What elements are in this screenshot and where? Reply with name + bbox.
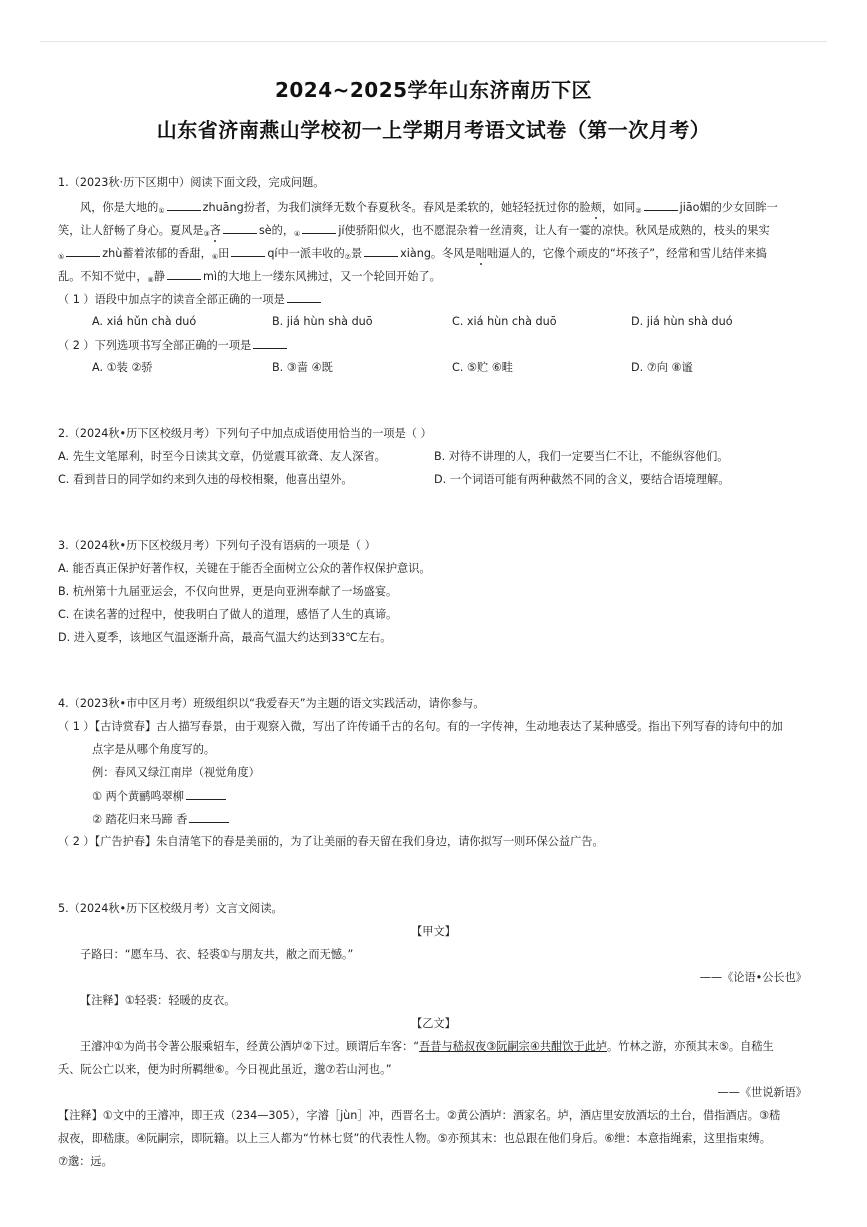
q5-jia-source: ——《论语•公长也》 xyxy=(699,971,807,984)
q1-passage-line3: $_⑤$ zhù蓄着浓郁的香甜，$_⑥$田 qí中一派丰收的$_⑦$景 xiàng。冬风是咄咄逼人的，它像个顽皮的“坏孩子”，经常和雪儿结伴来捣 xyxy=(58,247,767,261)
q2-option-b[interactable]: B. 对待不讲理的人，我们一定要当仁不让，不能纵容他们。 xyxy=(434,450,729,463)
q5-yi-line1: 王濬冲①为尚书令著公服乘轺车，经黄公酒垆②下过。顾谓后车客：“吾昔与嵇叔夜③阮嗣宗④共酣饮于此垆。竹林之游，亦预其末⑤。自嵇生 xyxy=(80,1040,774,1053)
q1-passage-line2: 笑，让人舒畅了身心。夏风是$_③$吝 sè的，$_④$ jí使骄阳似火，也不愿混杂着一丝清爽，让人有一霎的凉快。秋风是成熟的，枝头的果实 xyxy=(58,224,770,238)
q1-s1-option-d[interactable]: D. jiá hùn shà duó xyxy=(631,315,733,328)
q5-note-line2: 叔夜，即嵇康。④阮嗣宗，即阮籍。以上三人都为“竹林七贤”的代表性人物。⑤亦预其末：也总跟在他们身后。⑥绁：本意指绳索，这里指束缚。 xyxy=(58,1132,771,1145)
q1-s1-option-b[interactable]: B. jiá hùn shà duō xyxy=(272,315,373,328)
q2-option-a[interactable]: A. 先生文笔犀利，时至今日读其文章，仍觉震耳欲聋、友人深省。 xyxy=(58,450,386,463)
q5-yi-line2: 夭、阮公亡以来，便为时所羁绁⑥。今日视此虽近，邈⑦若山河也。” xyxy=(58,1063,392,1076)
q1-heading: 1.（2023秋·历下区期中）阅读下面文段，完成问题。 xyxy=(58,176,325,189)
q1-s1-option-a[interactable]: A. xiá hǔn chà duó xyxy=(92,315,197,328)
q1-s2-option-d[interactable]: D. ⑦向 ⑧谧 xyxy=(631,361,693,374)
q5-heading: 5.（2024秋•历下区校级月考）文言文阅读。 xyxy=(58,902,283,915)
top-rule xyxy=(40,41,827,42)
q1-s1-option-c[interactable]: C. xiá hùn chà duō xyxy=(452,315,557,328)
q5-jia-text: 子路曰：“愿车马、衣、轻裘①与朋友共，敝之而无憾。” xyxy=(80,948,354,961)
q1-passage-line4: 乱。不知不觉中，$_⑧$静 mì的大地上一缕东风拂过，又一个轮回开始了。 xyxy=(58,270,441,284)
q2-heading: 2.（2024秋•历下区校级月考）下列句子中加点成语使用恰当的一项是（ ） xyxy=(58,427,432,440)
q4-item-2: ② 踏花归来马蹄 香 xyxy=(92,812,231,827)
q1-s2-option-c[interactable]: C. ⑤贮 ⑥畦 xyxy=(452,361,513,374)
q4-subquestion-2: （ 2 ）【广告护春】朱自清笔下的春是美丽的，为了让美丽的春天留在我们身边，请你拟写一则环保公益广告。 xyxy=(58,835,604,848)
q4-subquestion-1-line2: 点字是从哪个角度写的。 xyxy=(92,743,216,756)
q3-heading: 3.（2024秋•历下区校级月考）下列句子没有语病的一项是（ ） xyxy=(58,539,376,552)
q2-option-d[interactable]: D. 一个词语可能有两种截然不同的含义，要结合语境理解。 xyxy=(434,473,730,486)
q2-option-c[interactable]: C. 看到昔日的同学如约来到久违的母校相聚，他喜出望外。 xyxy=(58,473,353,486)
q3-option-c[interactable]: C. 在读名著的过程中，使我明白了做人的道理，感悟了人生的真谛。 xyxy=(58,608,398,621)
q5-yi-title: 【乙文】 xyxy=(411,1017,456,1030)
q4-example: 例：春风又绿江南岸（视觉角度） xyxy=(92,766,260,779)
q5-note-line1: 【注释】①文中的王濬冲，即王戎（234—305），字濬［jùn］冲，西晋名士。②黄公酒垆：酒家名。垆，酒店里安放酒坛的土台，借指酒店。③嵇 xyxy=(58,1109,781,1122)
q1-subquestion-2: （ 2 ）下列选项书写全部正确的一项是 xyxy=(58,338,289,353)
q5-yi-source: ——《世说新语》 xyxy=(717,1086,807,1099)
q3-option-b[interactable]: B. 杭州第十九届亚运会，不仅向世界，更是向亚洲奉献了一场盛宴。 xyxy=(58,585,398,598)
q3-option-a[interactable]: A. 能否真正保护好著作权，关键在于能否全面树立公众的著作权保护意识。 xyxy=(58,562,431,575)
q5-jia-note: 【注释】①轻裘：轻暖的皮衣。 xyxy=(80,994,236,1007)
q1-passage-line1: 风，你是大地的$_①$ zhuāng扮者，为我们演绎无数个春夏秋冬。春风是柔软的，她轻轻抚过你的脸颊，如同$_②$ jiāo媚的少女回眸一 xyxy=(80,201,778,215)
q4-subquestion-1-line1: （ 1 ）【古诗赏春】古人描写春景，由于观察入微，写出了许传诵千古的名句。有的一字传神，生动地表达了某种感受。指出下列写春的诗句中的加 xyxy=(58,720,783,733)
q4-item-1: ① 两个黄鹂鸣翠柳 xyxy=(92,789,228,804)
page-title-line1: 2024~2025学年山东济南历下区 xyxy=(274,78,593,102)
q1-s2-option-b[interactable]: B. ③啬 ④既 xyxy=(272,361,333,374)
q4-heading: 4.（2023秋•市中区月考）班级组织以“我爱春天”为主题的语文实践活动，请你参与。 xyxy=(58,697,485,710)
q1-s2-option-a[interactable]: A. ①装 ②骄 xyxy=(92,361,153,374)
q3-option-d[interactable]: D. 进入夏季，该地区气温逐渐升高，最高气温大约达到33℃左右。 xyxy=(58,631,392,644)
q5-jia-title: 【甲文】 xyxy=(411,925,456,938)
q1-subquestion-1: （ 1 ）语段中加点字的读音全部正确的一项是 xyxy=(58,292,323,307)
page-title-line2: 山东省济南燕山学校初一上学期月考语文试卷（第一次月考） xyxy=(156,118,711,142)
q5-note-line3: ⑦邈：远。 xyxy=(58,1155,113,1168)
